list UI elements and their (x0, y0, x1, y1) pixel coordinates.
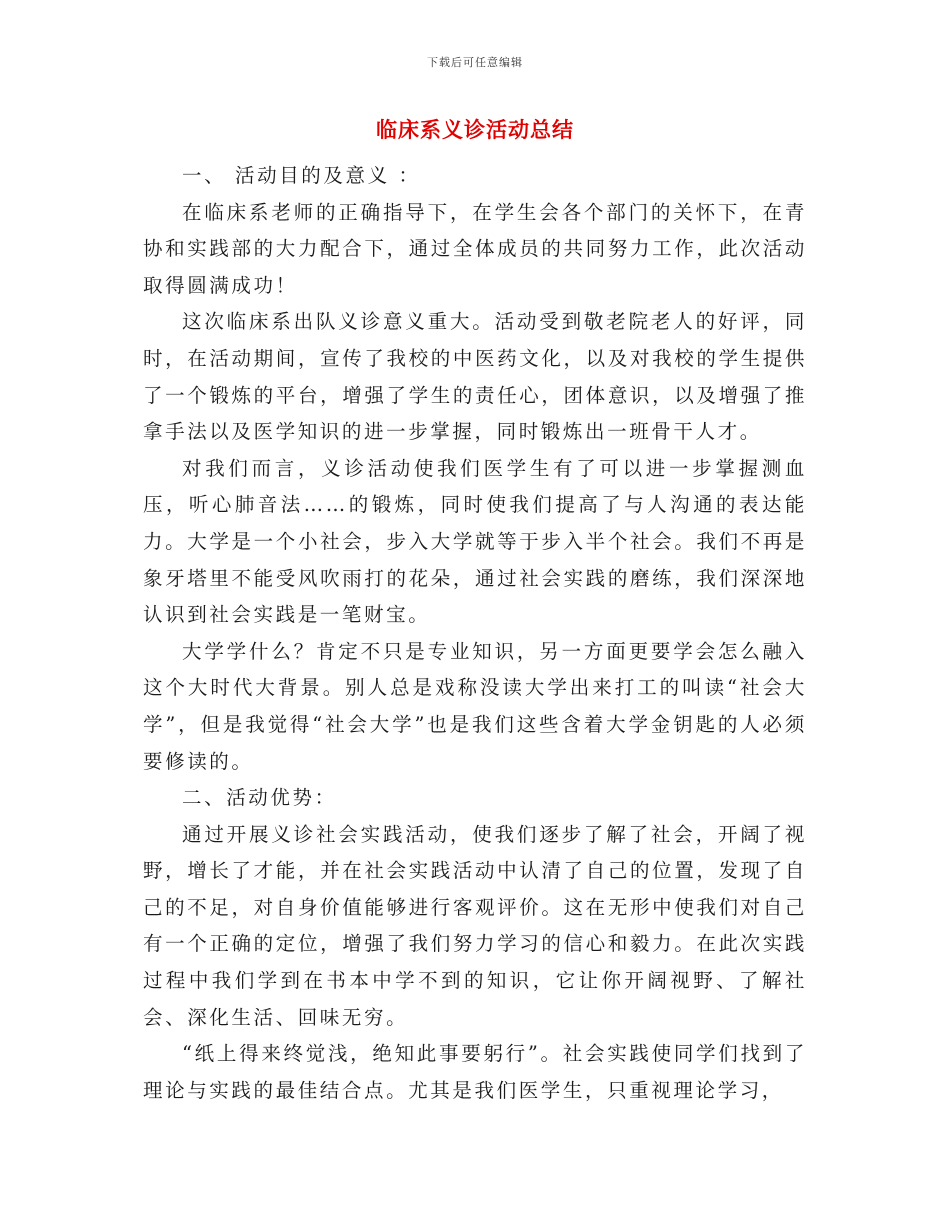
paragraph: 通过开展义诊社会实践活动，使我们逐步了解了社会，开阔了视野，增长了才能，并在社会实践活动中认清了自己的位置，发现了自己的不足，对自身价值能够进行客观评价。这在无形中使我们对自己有一个正确的定位，增强了我们努力学习的信心和毅力。在此次实践过程中我们学到在书本中学不到的知识，它让你开阔视野、了解社会、深化生活、回味无穷。 (143, 822, 807, 1029)
header-note: 下载后可任意编辑 (427, 56, 523, 69)
paragraph: 大学学什么？肯定不只是专业知识，另一方面更要学会怎么融入这个大时代大背景。别人总是戏称没读大学出来打工的叫读“社会大学”，但是我觉得“社会大学”也是我们这些含着大学金钥匙的人必须要修读的。 (143, 639, 807, 773)
paragraph: 在临床系老师的正确指导下，在学生会各个部门的关怀下，在青协和实践部的大力配合下，通过全体成员的共同努力工作，此次活动取得圆满成功！ (143, 200, 807, 297)
paragraph: “纸上得来终觉浅，绝知此事要躬行”。社会实践使同学们找到了理论与实践的最佳结合点。尤其是我们医学生，只重视理论学习， (143, 1042, 807, 1102)
document-title: 临床系义诊活动总结 (376, 117, 574, 142)
paragraph: 这次临床系出队义诊意义重大。活动受到敬老院老人的好评，同时，在活动期间，宣传了我校的中医药文化，以及对我校的学生提供了一个锻炼的平台，增强了学生的责任心，团体意识，以及增强了推拿手法以及医学知识的进一步掌握，同时锻炼出一班骨干人才。 (143, 310, 807, 444)
section-heading: 一、 活动目的及意义 ： (182, 164, 421, 187)
section-heading: 二、活动优势： (182, 786, 337, 810)
document-body (143, 158, 807, 1109)
paragraph: 对我们而言，义诊活动使我们医学生有了可以进一步掌握测血压，听心肺音法……的锻炼，同时使我们提高了与人沟通的表达能力。大学是一个小社会，步入大学就等于步入半个社会。我们不再是象牙塔里不能受风吹雨打的花朵，通过社会实践的磨练，我们深深地认识到社会实践是一笔财宝。 (143, 456, 807, 627)
